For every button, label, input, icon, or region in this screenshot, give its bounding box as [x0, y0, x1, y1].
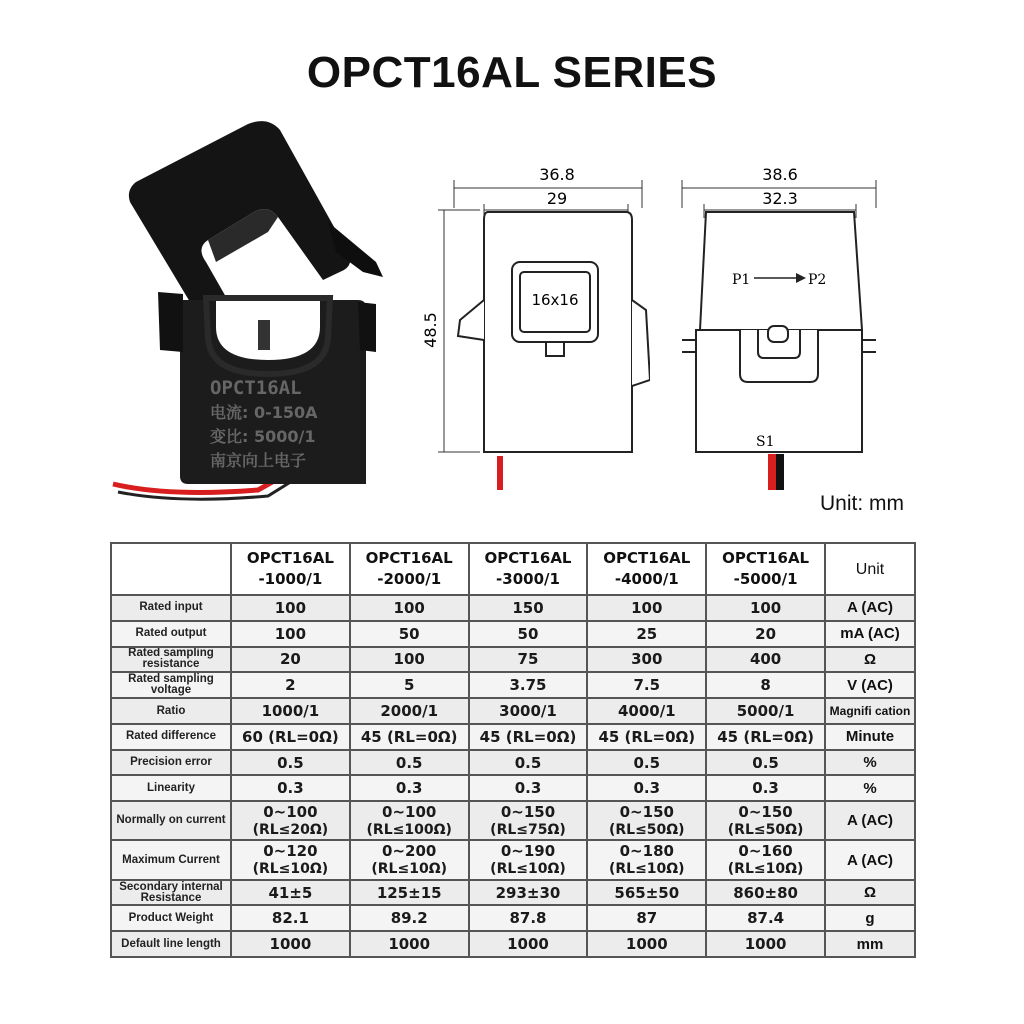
table-cell [350, 595, 469, 621]
table-cell [350, 840, 469, 879]
row-unit: % [825, 775, 915, 801]
cell-text: 45 (RL=0Ω) [717, 727, 814, 746]
cell-text: 1000 [625, 935, 668, 954]
cell-text: (RL≤10Ω) [371, 861, 447, 878]
table-cell [706, 801, 825, 840]
cell-text: 0~150 [619, 802, 674, 821]
cell-text: 150 [512, 598, 544, 617]
photo-maker-text: 南京向上电子 [210, 451, 307, 470]
row-unit: Ω [825, 647, 915, 673]
table-row [111, 775, 915, 801]
photo-current-text: 电流: 0-150A [210, 403, 318, 422]
cell-text: 2000/1 [380, 702, 439, 721]
table-cell [469, 880, 588, 906]
cell-text: (RL≤50Ω) [727, 821, 804, 838]
front-width-inner-label: 29 [546, 189, 568, 208]
table-cell [350, 621, 469, 647]
table-cell [587, 801, 706, 840]
cell-text: 0~150 [738, 802, 793, 821]
cell-text: 0.3 [633, 779, 661, 798]
table-cell [469, 621, 588, 647]
row-label: Rated input [111, 595, 231, 621]
cell-text: 0~120 [263, 842, 318, 861]
row-unit: A (AC) [825, 801, 915, 840]
table-cell [587, 724, 706, 750]
table-cell [587, 698, 706, 724]
table-cell [706, 931, 825, 957]
cell-text: (RL≤10Ω) [727, 861, 804, 878]
col-header-5: OPCT16AL -5000/1 [706, 543, 825, 595]
cell-text: 565±50 [614, 883, 680, 902]
table-corner [111, 543, 231, 595]
row-label: Rated difference [111, 724, 231, 750]
row-label: Product Weight [111, 905, 231, 931]
table-row [111, 595, 915, 621]
row-unit: Ω [825, 880, 915, 906]
cell-text: 7.5 [633, 676, 661, 695]
cell-text: 0.5 [752, 753, 779, 772]
table-cell [706, 905, 825, 931]
col-header-4: OPCT16AL -4000/1 [587, 543, 706, 595]
front-width-outer-label: 36.8 [539, 165, 575, 184]
row-unit: Magnifi cation [825, 698, 915, 724]
table-cell [231, 647, 350, 673]
cell-text: 0.5 [277, 753, 304, 772]
table-row [111, 672, 915, 698]
table-row [111, 621, 915, 647]
table-cell [231, 801, 350, 840]
table-row [111, 750, 915, 776]
row-label: Rated output [111, 621, 231, 647]
table-cell [706, 775, 825, 801]
row-label: Rated sampling resistance [111, 647, 231, 673]
table-cell [469, 595, 588, 621]
table-cell [469, 647, 588, 673]
table-row [111, 880, 915, 906]
table-cell [350, 724, 469, 750]
row-unit: % [825, 750, 915, 776]
table-cell [587, 621, 706, 647]
cell-text: (RL≤75Ω) [490, 821, 566, 838]
cell-text: 0~100 [382, 802, 437, 821]
row-unit: A (AC) [825, 595, 915, 621]
window-size-label: 16x16 [531, 291, 579, 309]
cell-text: 50 [517, 624, 539, 643]
cell-text: 45 (RL=0Ω) [479, 727, 577, 746]
table-cell [587, 672, 706, 698]
cell-text: (RL≤10Ω) [252, 861, 329, 878]
table-cell [587, 775, 706, 801]
table-cell [587, 931, 706, 957]
col-header-3: OPCT16AL -3000/1 [469, 543, 588, 595]
cell-text: 0.3 [277, 779, 304, 798]
spec-table [110, 542, 916, 958]
table-cell [469, 801, 588, 840]
cell-text: (RL≤50Ω) [608, 821, 685, 838]
table-cell [706, 750, 825, 776]
p2-label: P2 [808, 272, 827, 288]
row-unit: Minute [825, 724, 915, 750]
cell-text: 0.5 [395, 753, 423, 772]
table-cell [350, 672, 469, 698]
cell-text: 860±80 [733, 883, 798, 902]
cell-text: 87.8 [509, 909, 547, 928]
cell-text: 89.2 [390, 909, 428, 928]
table-row [111, 698, 915, 724]
side-width-inner-label: 32.3 [762, 189, 798, 208]
cell-text: 100 [393, 650, 425, 669]
cell-text: 45 (RL=0Ω) [360, 727, 458, 746]
table-cell [706, 621, 825, 647]
table-row [111, 905, 915, 931]
table-cell [350, 698, 469, 724]
cell-text: 400 [749, 650, 782, 669]
row-unit: mm [825, 931, 915, 957]
cell-text: 50 [398, 624, 420, 643]
table-row [111, 931, 915, 957]
cell-text: 45 (RL=0Ω) [598, 727, 696, 746]
cell-text: 5000/1 [736, 702, 795, 721]
cell-text: 3000/1 [499, 702, 557, 721]
table-cell [587, 750, 706, 776]
cell-text: 4000/1 [617, 702, 676, 721]
cell-text: (RL≤10Ω) [608, 861, 685, 878]
table-cell [231, 724, 350, 750]
cell-text: 125±15 [376, 883, 442, 902]
cell-text: 60 (RL=0Ω) [242, 727, 339, 746]
table-cell [350, 750, 469, 776]
table-cell [469, 724, 588, 750]
cell-text: 3.75 [509, 676, 547, 695]
cell-text: 0.3 [514, 779, 542, 798]
cell-text: 25 [636, 624, 658, 643]
row-unit: A (AC) [825, 840, 915, 879]
cell-text: 300 [631, 650, 663, 669]
cell-text: 20 [279, 650, 301, 669]
table-cell [587, 840, 706, 879]
row-label: Maximum Current [111, 840, 231, 879]
page-title: OPCT16AL SERIES [306, 48, 718, 97]
cell-text: 82.1 [271, 909, 309, 928]
table-cell [706, 672, 825, 698]
row-label: Linearity [111, 775, 231, 801]
cell-text: 0.3 [395, 779, 423, 798]
photo-model-text: OPCT16AL [210, 377, 302, 399]
cell-text: 1000/1 [261, 702, 320, 721]
table-cell [469, 672, 588, 698]
col-header-1: OPCT16AL -1000/1 [231, 543, 350, 595]
table-cell [587, 880, 706, 906]
table-cell [469, 840, 588, 879]
table-cell [231, 840, 350, 879]
table-cell [231, 698, 350, 724]
table-row [111, 724, 915, 750]
cell-text: 0.3 [752, 779, 779, 798]
table-cell [587, 647, 706, 673]
cell-text: 0.5 [514, 753, 542, 772]
cell-text: 2 [285, 676, 296, 695]
cell-text: (RL≤20Ω) [252, 821, 329, 838]
table-cell [350, 801, 469, 840]
table-cell [231, 595, 350, 621]
table-cell [469, 905, 588, 931]
cell-text: 100 [274, 598, 307, 617]
cell-text: 0~150 [500, 802, 556, 821]
cell-text: 0~180 [619, 842, 674, 861]
cell-text: 20 [755, 624, 777, 643]
cell-text: 1000 [507, 935, 549, 954]
photo-ratio-text: 变比: 5000/1 [210, 427, 316, 446]
table-cell [231, 905, 350, 931]
front-height-label: 48.5 [421, 312, 440, 348]
table-cell [231, 880, 350, 906]
table-row [111, 840, 915, 879]
table-cell [231, 750, 350, 776]
table-cell [350, 931, 469, 957]
table-cell [706, 595, 825, 621]
row-label: Ratio [111, 698, 231, 724]
table-cell [350, 775, 469, 801]
row-label: Secondary internal Resistance [111, 880, 231, 906]
cell-text: 1000 [744, 935, 787, 954]
cell-text: 0~190 [500, 842, 556, 861]
row-unit: g [825, 905, 915, 931]
table-cell [231, 621, 350, 647]
table-cell [706, 840, 825, 879]
col-header-2: OPCT16AL -2000/1 [350, 543, 469, 595]
table-cell [350, 905, 469, 931]
table-cell [469, 931, 588, 957]
table-row [111, 801, 915, 840]
cell-text: (RL≤100Ω) [366, 821, 452, 838]
cell-text: 100 [393, 598, 425, 617]
table-cell [706, 647, 825, 673]
cell-text: 5 [403, 676, 415, 695]
cell-text: (RL≤10Ω) [490, 861, 566, 878]
table-cell [350, 647, 469, 673]
row-label: Default line length [111, 931, 231, 957]
row-unit: mA (AC) [825, 621, 915, 647]
col-header-unit: Unit [825, 543, 915, 595]
side-view-drawing [670, 160, 890, 500]
side-width-outer-label: 38.6 [762, 165, 798, 184]
table-cell [587, 905, 706, 931]
table-cell [469, 750, 588, 776]
product-photo [108, 112, 408, 502]
cell-text: 75 [517, 650, 539, 669]
row-label: Precision error [111, 750, 231, 776]
cell-text: 0~200 [382, 842, 437, 861]
cell-text: 1000 [388, 935, 431, 954]
table-cell [231, 672, 350, 698]
table-cell [706, 724, 825, 750]
cell-text: 8 [760, 676, 771, 695]
cell-text: 87 [636, 909, 658, 928]
table-cell [350, 880, 469, 906]
table-cell [469, 698, 588, 724]
unit-note: Unit: mm [820, 492, 904, 515]
table-cell [231, 775, 350, 801]
cell-text: 293±30 [495, 883, 561, 902]
cell-text: 0~100 [263, 802, 318, 821]
row-unit: V (AC) [825, 672, 915, 698]
front-view-drawing [420, 160, 650, 500]
p1-label: P1 [732, 272, 751, 288]
cell-text: 41±5 [268, 883, 313, 902]
cell-text: 100 [631, 598, 663, 617]
table-cell [706, 698, 825, 724]
cell-text: 100 [749, 598, 782, 617]
table-cell [587, 595, 706, 621]
row-label: Rated sampling voltage [111, 672, 231, 698]
cell-text: 0~160 [738, 842, 793, 861]
table-cell [706, 880, 825, 906]
s1-label: S1 [756, 434, 775, 450]
row-label: Normally on current [111, 801, 231, 840]
cell-text: 87.4 [747, 909, 785, 928]
table-cell [469, 775, 588, 801]
cell-text: 0.5 [633, 753, 661, 772]
table-row [111, 647, 915, 673]
table-cell [231, 931, 350, 957]
cell-text: 100 [274, 624, 307, 643]
cell-text: 1000 [269, 935, 312, 954]
